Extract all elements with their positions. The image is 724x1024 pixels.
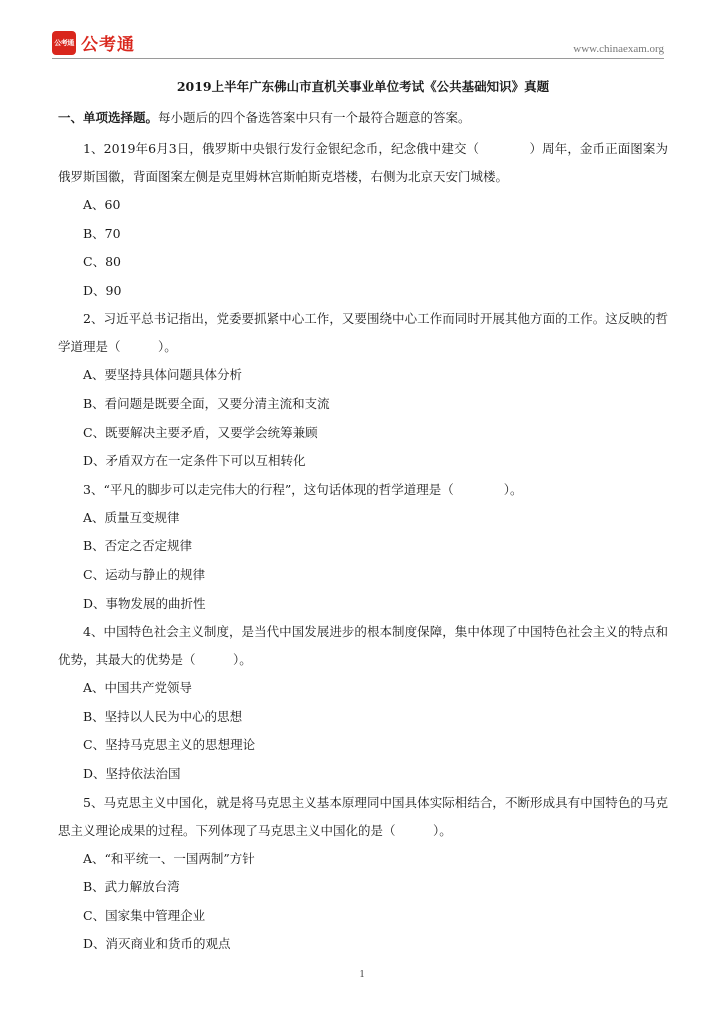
option-d: D、消灭商业和货币的观点 <box>83 936 231 952</box>
option-d: D、事物发展的曲折性 <box>83 595 206 611</box>
brand-logo <box>52 30 135 55</box>
option-b: B、否定之否定规律 <box>83 538 193 554</box>
option-a: A、“和平统一、一国两制”方针 <box>83 850 255 866</box>
question-stem: 4、中国特色社会主义制度，是当代中国发展进步的根本制度保障，集中体现了中国特色社会主义的特点和优势，其最大的优势是（ ）。 <box>58 624 668 668</box>
question-stem: 1、2019年6月3日，俄罗斯中央银行发行金银纪念币，纪念俄中建交（ ）周年，金币正面图案为俄罗斯国徽，背面图案左侧是克里姆林宫斯帕斯克塔楼，右侧为北京天安门城楼。 <box>58 141 668 184</box>
page-number: 1 <box>359 969 365 980</box>
option-b: B、70 <box>83 225 121 241</box>
option-c: C、既要解决主要矛盾，又要学会统筹兼顾 <box>83 424 318 440</box>
option-c: C、运动与静止的规律 <box>83 566 206 582</box>
document-body <box>58 76 668 959</box>
option-a: A、60 <box>83 197 121 212</box>
option-c: C、坚持马克思主义的思想理论 <box>83 737 256 753</box>
question-5 <box>58 789 668 959</box>
question-stem: 5、马克思主义中国化，就是将马克思主义基本原理同中国具体实际相结合，不断形成具有中国特色的马克思主义理论成果的过程。下列体现了马克思主义中国化的是（ ）。 <box>58 794 668 838</box>
option-c: C、国家集中管理企业 <box>83 907 206 923</box>
option-a: A、中国共产党领导 <box>83 680 193 696</box>
question-4 <box>58 618 668 788</box>
option-b: B、武力解放台湾 <box>83 879 180 895</box>
option-b: B、坚持以人民为中心的思想 <box>83 708 243 724</box>
section-heading <box>58 107 668 129</box>
option-c: C、80 <box>83 254 121 270</box>
header-divider <box>52 58 664 59</box>
page-title: 2019上半年广东佛山市直机关事业单位考试《公共基础知识》真题 <box>176 79 550 94</box>
logo-badge-icon: 公考通 <box>52 31 76 55</box>
question-2 <box>58 305 668 475</box>
section-note: 每小题后的四个备选答案中只有一个最符合题意的答案。 <box>158 110 471 125</box>
option-d: D、坚持依法治国 <box>83 765 181 781</box>
option-d: D、90 <box>83 282 122 298</box>
option-d: D、矛盾双方在一定条件下可以互相转化 <box>83 453 306 469</box>
option-a: A、质量互变规律 <box>83 509 180 525</box>
logo-text: 公考通 <box>81 35 135 55</box>
question-3 <box>58 476 668 618</box>
section-heading-label: 一、单项选择题。 <box>58 110 159 125</box>
question-1 <box>58 135 668 305</box>
page-header <box>52 30 664 60</box>
question-stem: 2、习近平总书记指出，党委要抓紧中心工作，又要围绕中心工作而同时开展其他方面的工作。这反映的哲学道理是（ ）。 <box>58 311 668 355</box>
option-b: B、看问题是既要全面，又要分清主流和支流 <box>83 395 330 411</box>
question-stem: 3、“平凡的脚步可以走完伟大的行程”，这句话体现的哲学道理是（ ）。 <box>83 481 523 497</box>
option-a: A、要坚持具体问题具体分析 <box>83 367 243 383</box>
site-url: www.chinaexam.org <box>573 43 664 55</box>
